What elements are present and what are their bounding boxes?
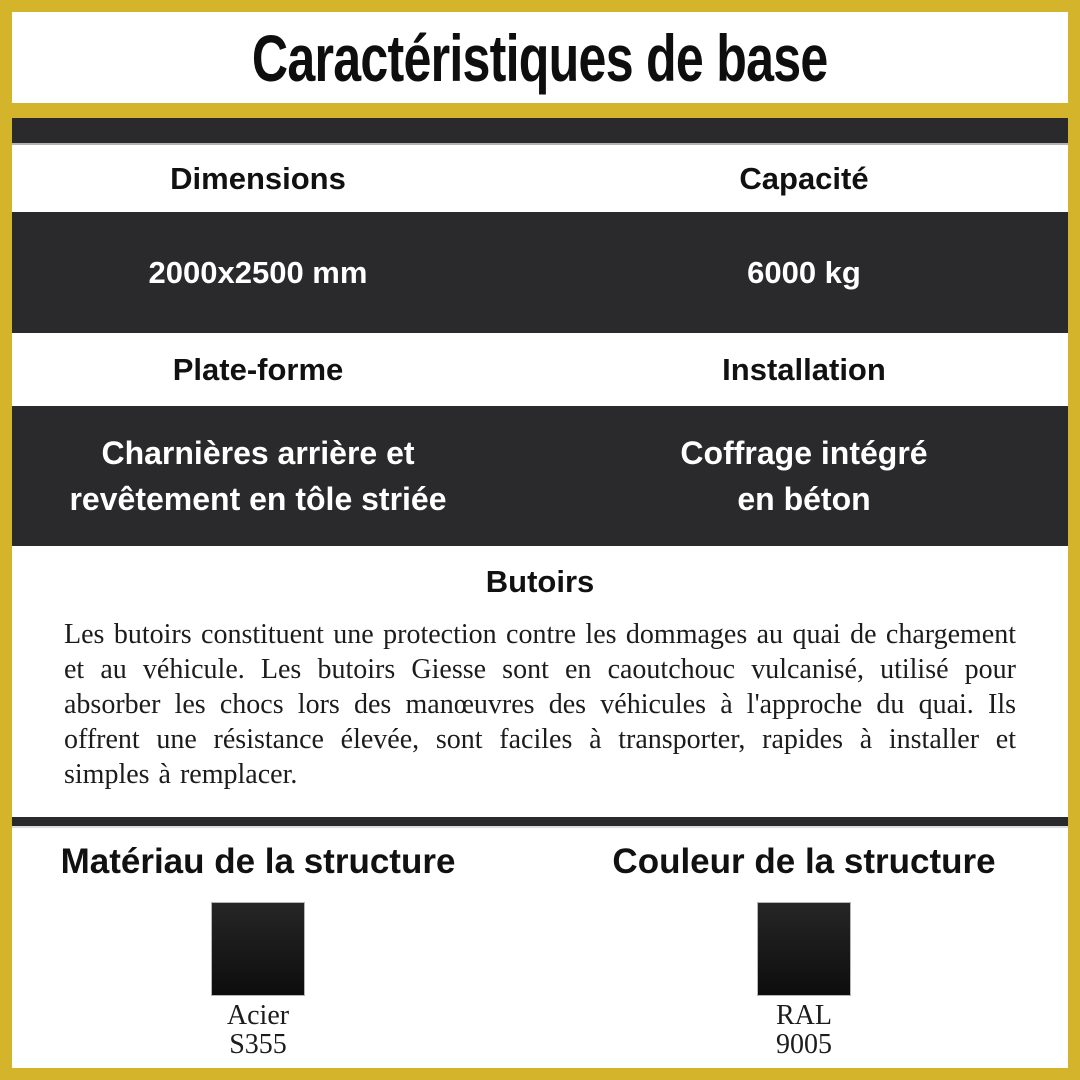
color-column xyxy=(540,828,1068,1068)
platform-value-line-2: revêtement en tôle striée xyxy=(69,481,447,517)
installation-value-line-2: en béton xyxy=(737,481,871,517)
spec-header-row-1 xyxy=(12,145,1068,212)
spec-value-row-2 xyxy=(12,406,1068,546)
installation-value-line-1: Coffrage intégré xyxy=(680,435,928,471)
butoirs-section xyxy=(12,546,1068,817)
spec-header-row-2 xyxy=(12,333,1068,406)
material-label-line-2: S355 xyxy=(229,1029,287,1060)
spec-value-platform xyxy=(12,406,522,546)
color-heading: Couleur de la structure xyxy=(612,842,996,881)
structure-color-swatch xyxy=(757,902,851,996)
material-column xyxy=(12,828,522,1068)
spec-value-capacity: 6000 kg xyxy=(747,254,861,290)
spec-value-dimensions: 2000x2500 mm xyxy=(148,254,368,290)
material-color-swatch xyxy=(211,902,305,996)
butoirs-heading: Butoirs xyxy=(485,564,595,599)
color-label xyxy=(776,1001,832,1059)
color-label-line-1: RAL xyxy=(776,1000,832,1031)
material-label-line-1: Acier xyxy=(226,1000,290,1031)
divider-bar-top xyxy=(12,118,1068,145)
platform-value-line-1: Charnières arrière et xyxy=(101,435,415,471)
spec-header-platform: Plate-forme xyxy=(172,351,344,387)
spec-value-installation xyxy=(540,406,1068,546)
color-label-line-2: 9005 xyxy=(776,1029,832,1060)
divider-bar-bottom xyxy=(12,817,1068,828)
spec-header-installation: Installation xyxy=(722,351,886,387)
spec-header-capacity: Capacité xyxy=(739,160,869,196)
structure-section xyxy=(12,828,1068,1068)
spec-header-dimensions: Dimensions xyxy=(170,160,346,196)
material-label xyxy=(227,1001,289,1059)
page-title: Caractéristiques de base xyxy=(252,20,828,95)
title-banner xyxy=(12,12,1068,103)
material-heading: Matériau de la structure xyxy=(60,842,456,881)
butoirs-paragraph: Les butoirs constituent une protection contre les dommages au quai de chargement et au véhicule. Les butoirs Giesse sont en caoutchouc vulcanisé, utilisé pour absorber les chocs lors des manœuvres des véhicules à l'approche du quai. Ils offrent une résistance élevée, sont faciles à transporter, rapides à installer et simples à remplacer. xyxy=(64,619,1016,790)
content-panel xyxy=(12,118,1068,1068)
spec-value-row-1 xyxy=(12,212,1068,333)
